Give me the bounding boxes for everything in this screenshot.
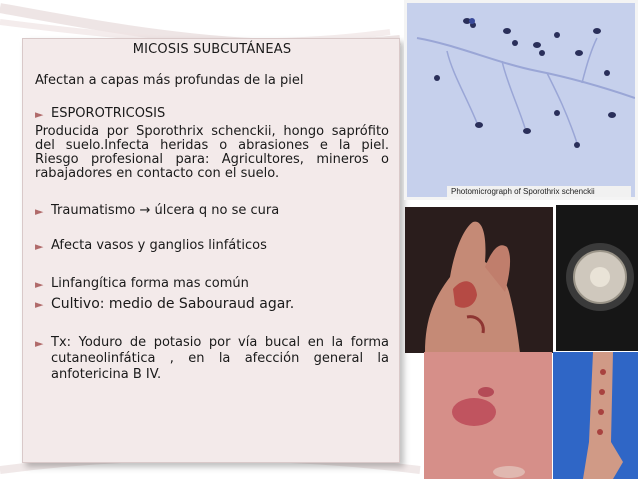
bullet-cultivo xyxy=(35,296,389,313)
colony-drawing xyxy=(556,205,638,351)
bullet-arrow-icon: ► xyxy=(35,337,44,350)
sporothrix-micrograph-drawing xyxy=(407,3,635,197)
bullet-arrow-icon: ► xyxy=(35,108,44,121)
esporotricosis-description: Producida por Sporothrix schenckii, hongo saprófito del suelo.Infecta heridas o abrasiones e la piel. Riesgo profesional para: Agricultores, mineros o rabajadores en contacto con el suelo. xyxy=(35,124,389,181)
arm-drawing xyxy=(553,352,638,479)
slide-title: MICOSIS SUBCUTÁNEAS xyxy=(132,42,292,57)
bullet-arrow-icon: ► xyxy=(35,240,44,253)
bullet-label: ESPOROTRICOSIS xyxy=(51,106,166,121)
bullet-esporotricosis xyxy=(35,106,389,123)
bullet-label: Linfangítica forma mas común xyxy=(51,276,249,291)
bullet-arrow-icon: ► xyxy=(35,205,44,218)
bullet-tratamiento xyxy=(35,335,389,383)
bullet-linfangitica xyxy=(35,276,389,293)
intro-text: Afectan a capas más profundas de la piel xyxy=(35,73,304,88)
bullet-traumatismo xyxy=(35,203,389,220)
bullet-vasos xyxy=(35,238,389,255)
bullet-label: Traumatismo → úlcera q no se cura xyxy=(51,203,280,218)
micrograph-image xyxy=(404,0,638,200)
hand-drawing xyxy=(405,207,553,353)
culture-colony-image xyxy=(556,205,638,351)
hand-lesion-image xyxy=(405,207,553,353)
bullet-label: Tx: Yoduro de potasio por vía bucal en la forma cutaneolinfática , en la afección general la anfotericina B IV. xyxy=(51,335,389,382)
bullet-label: Afecta vasos y ganglios linfáticos xyxy=(51,238,267,253)
hand-nodule-drawing xyxy=(424,352,552,479)
bullet-label: Cultivo: medio de Sabouraud agar. xyxy=(51,296,295,312)
hand-nodule-image xyxy=(424,352,552,479)
arm-lymphatic-image xyxy=(553,352,638,479)
bullet-arrow-icon: ► xyxy=(35,278,44,291)
micrograph-caption: Photomicrograph of Sporothrix schenckii xyxy=(447,186,631,198)
content-card xyxy=(22,38,400,463)
bullet-arrow-icon: ► xyxy=(35,298,44,311)
